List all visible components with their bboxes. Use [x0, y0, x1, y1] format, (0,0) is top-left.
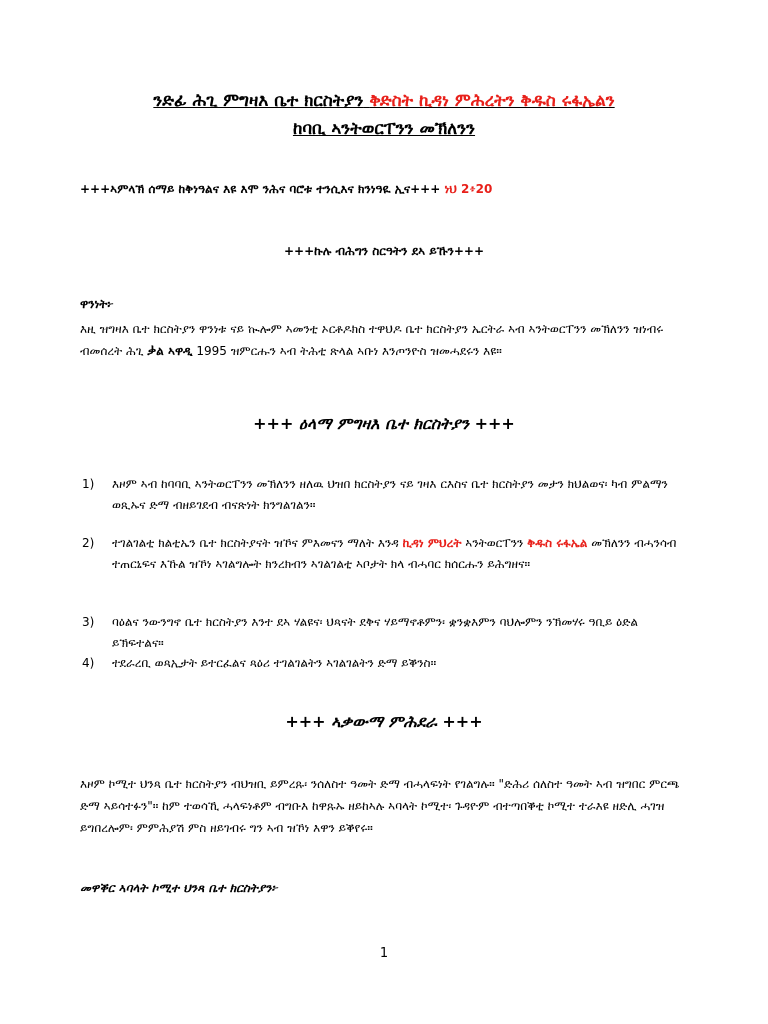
purpose-item-text-mid: ኣንትወርፐንን [465, 536, 524, 550]
church-name-kidane-mihret: ኪዳነ ምህረት [402, 536, 462, 550]
title-black-part: ንድፊ ሕጊ ምግዛእ ቤተ ክርስትያን [153, 91, 364, 111]
purpose-item-text-pre: ተገልገልቲ ክልቲኤን ቤተ ክርስትያናት ዝኾና ምእመናን ማለት እንዳ [112, 536, 399, 550]
purpose-item-number: 4) [82, 656, 95, 670]
page-number: 1 [379, 946, 389, 961]
ownership-text-a: እዚ ዝግዛእ ቤተ ክርስትያን ዋንነቱ ናይ ኲሎም ኣመንቲ ኦርቶዶክስ ተዋህዶ ቤተ ክርስትያን ኤርትራ ኣብ ኣንትወርፐንን መኽለንን ዝነብሩ ብመሰረት ሕጊ [80, 322, 664, 358]
ownership-text-bold: ቃል ኣዋዲ [147, 344, 193, 358]
purpose-item [82, 612, 692, 654]
purpose-item-text: ባዕልና ንውንግኖ ቤተ ክርስትያን እንተ ደኣ ሃልዩና፡ ህጻናት ደቅና ሃይማኖቶምን፡ ቋንቋእምን ባህሎምን ንኽመሃሩ ዓቢይ ዕድል ይኽፍተልና። [112, 615, 639, 650]
verse-reference: ነህ 2፥20 [444, 182, 493, 196]
verse-text: +++ኣምላኽ ሰማይ ከቅነዓልና እዩ እሞ ንሕና ባሮቱ ተንሲእና ክንነዓዪ ኢና+++ [80, 182, 441, 196]
purpose-item-text-post: መኽለንን ብሓንሳብ ተጠርኒፍና እኹል ዝኾነ ኣገልግሎት ክንረክብን ኣገልገልቲ ኣቦታት ክላ ብሓባር ክሰርሑን ይሕግዘና። [112, 536, 677, 571]
ownership-label: ዋንነት፦ [80, 297, 114, 311]
purpose-item [82, 474, 692, 516]
ownership-paragraph [80, 318, 690, 362]
administration-paragraph: እዞም ኮሚተ ህንጻ ቤተ ክርስትያን ብህዝቢ ይምረጹ፡ ንሰለስተ ዓመት ድማ ብሓላፍነት የገልግሉ። "ድሕሪ ሰለስተ ዓመት ኣብ ዝግበር ምርጫ ድማ ኣይሳተፉን"። ከም ተወሳኺ ሓላፍነቶም ብግቡእ ከዋጹኡ ዘይከኣሉ ኣባላት ኮሚተ፡ ጉዳዮም ብተጣበቕቲ ኮሚተ ተራእዩ ዘድሊ ሓገዝ ይግበረሎም፡ ምምሕያሽ ምስ ዘይገብሩ ግን ኣብ ዝኾነ እዋን ይቕየሩ። [80, 777, 680, 835]
purpose-item [82, 653, 692, 674]
title-line2-text: ከባቢ ኣንትወርፐንን መኽለንን [292, 119, 476, 139]
ownership-text-b: 1995 ዝምርሑን ኣብ ትሕቲ ጽላል ኣቡነ እንጦንዮስ ዝመሓደሩን እዩ። [196, 344, 502, 358]
purpose-item-number: 2) [82, 536, 95, 550]
title-red-part: ቅድስት ኪዳነ ምሕረትን ቅዱስ ሩፋኤልን [369, 91, 615, 111]
motto: +++ኩሉ ብሕግን ስርዓትን ደኣ ይኹን+++ [283, 244, 485, 258]
section-heading-administration: +++ ኣቃውማ ምሕደራ +++ [285, 712, 483, 731]
purpose-item-number: 3) [82, 615, 95, 629]
purpose-item-text: ተደራረቢ ወጻኢታት ይተርፈልና ጻዕሪ ተገልገልትን ኣገልገልትን ድማ ይቕንስ። [112, 656, 437, 670]
purpose-item-number: 1) [82, 477, 95, 491]
members-structure-label: መዋቕር ኣባላት ኮሚተ ህንጻ ቤተ ክርስትያን፦ [80, 881, 278, 895]
purpose-item-text: እዞም ኣብ ከባባቢ ኣንትወርፐንን መኽለንን ዘለዉ ህዝበ ክርስትያን ናይ ገዛእ ርእስና ቤተ ክርስትያን መታን ክህልወና፡ ካብ ምልማን ወጺኡና ድማ ብዘይገደብ ብናጽነት ክንግልገልን። [112, 477, 668, 512]
purpose-item [82, 533, 692, 575]
bible-verse [80, 182, 680, 197]
section-heading-purpose: +++ ዕላማ ምግዛእ ቤተ ክርስትያን +++ [253, 414, 515, 433]
church-name-kidus-rufael: ቅዱስ ሩፋኤል [527, 536, 588, 550]
document-title-line2 [40, 116, 728, 142]
document-title-line1 [40, 88, 728, 114]
